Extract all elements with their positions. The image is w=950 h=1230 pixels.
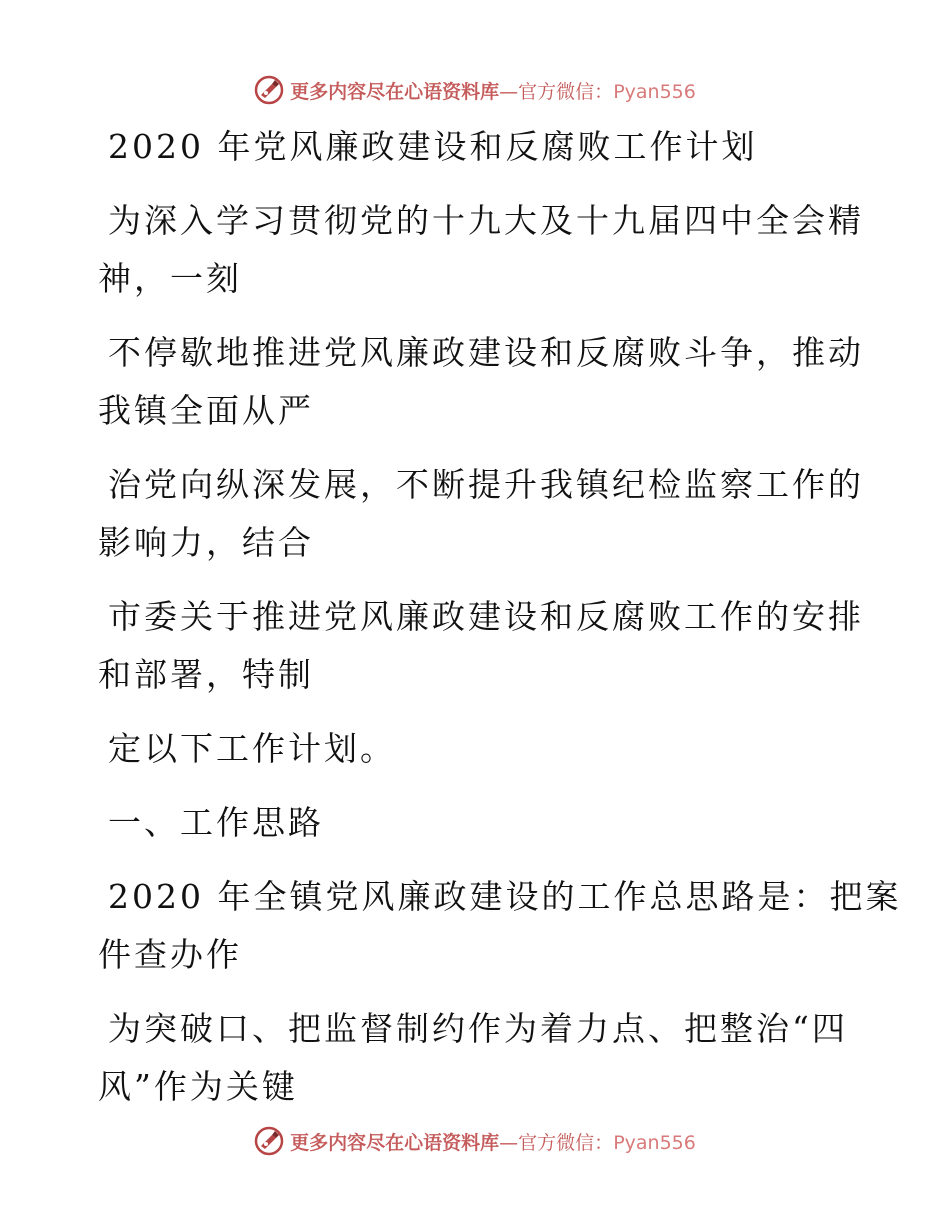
paragraph-line: 我镇全面从严 [98,391,314,430]
paragraph-line: 影响力，结合 [98,523,314,562]
watermark-wechat-id: Pyan556 [613,1131,696,1154]
watermark-site-text: 更多内容尽在心语资料库 [290,80,500,103]
watermark-wechat-id: Pyan556 [613,80,696,103]
paragraph-line: 市委关于推进党风廉政建设和反腐败工作的安排 [108,597,864,636]
paragraph-line: 和部署，特制 [98,655,314,694]
watermark-dash: — [499,1131,519,1154]
watermark-dash: — [499,80,519,103]
watermark-text [290,1128,696,1155]
watermark-label: 官方微信： [518,80,614,103]
paragraph-line: 定以下工作计划。 [108,729,396,768]
paragraph-line: 为突破口、把监督制约作为着力点、把整治“四 [108,1009,848,1048]
paragraph-line: 神，一刻 [98,259,242,298]
document-title: 2020 年党风廉政建设和反腐败工作计划 [108,127,758,166]
footer-watermark [0,1121,950,1161]
seal-logo-icon [254,75,284,105]
section-heading: 一、工作思路 [108,803,324,842]
paragraph-line: 2020 年全镇党风廉政建设的工作总思路是：把案 [108,877,902,916]
paragraph-line: 为深入学习贯彻党的十九大及十九届四中全会精 [108,201,864,240]
watermark-text [290,77,696,104]
paragraph-line: 风”作为关键 [98,1067,298,1106]
watermark-label: 官方微信： [518,1131,614,1154]
paragraph-line: 件查办作 [98,935,242,974]
header-watermark [0,70,950,110]
seal-logo-icon [254,1126,284,1156]
paragraph-line: 治党向纵深发展，不断提升我镇纪检监察工作的 [108,465,864,504]
watermark-site-text: 更多内容尽在心语资料库 [290,1131,500,1154]
paragraph-line: 不停歇地推进党风廉政建设和反腐败斗争，推动 [108,333,864,372]
